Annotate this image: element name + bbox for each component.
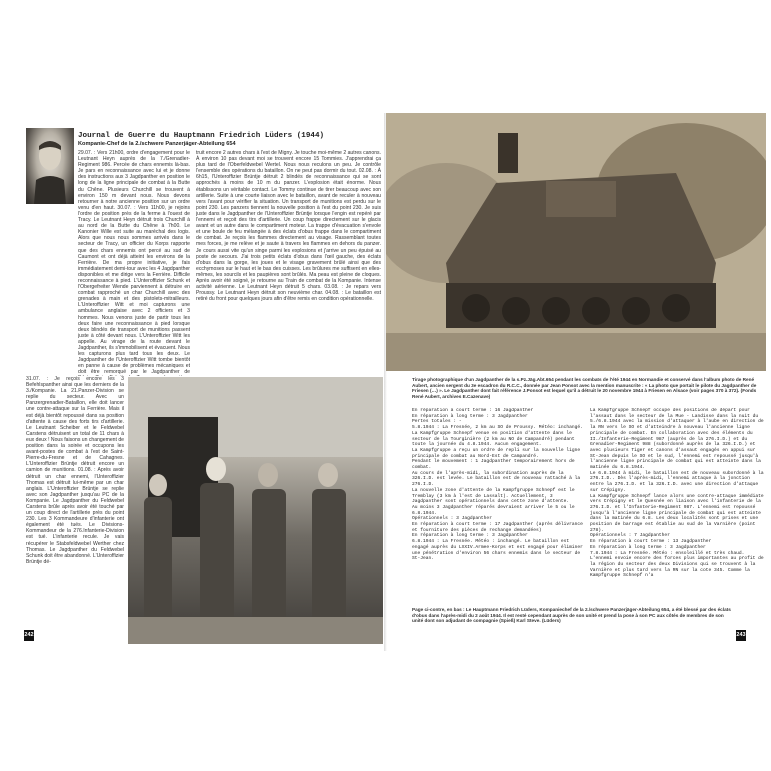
photo-caption-top: Tirage photographique d'un Jagdpanther de la s.Pz.Jäg.Abt.654 pendant les combats de l'été 1944 en Normandie et conservé dans l'album photo de René Aubert, ancien sergent du 3e escadron du R.C.C., donnée par Jean Ponsot avec la mention manuscrite : « La photo que portait le pilote du Jagdpanther de Friesen (…) ». Le Jagdpanther dont fait référence J.Ponsot est lequel qu'il a détruit le 20 novembre 1944 à Friesen en Alsace (voir pages 370 à 372). (Fonds René Aubert, archives E.Cazenave) (412, 377, 757, 399)
page-number-right: 243 (736, 630, 746, 641)
war-diary-typed-column-2: La Kampfgruppe Schnepf occupe des positions de départ pour l'assaut dans le secteur de la Mue - Landisse dans la nuit du 5./6.8.1944 avec la mission d'attaquer à l'aube en direction de la RN vers le SO et d'atteindre à nouveau l'ancienne ligne principale de combat. En collaboration avec des éléments du II./Infanterie-Regiment 987 (auprès de la 276.I.D.) et du Grenadier-Regiment 988 (subordonné auprès de la 326.I.D.) et avec plusieurs Tiger et canons d'assaut engagés en appui sur St-Jean depuis le SO et le sud, l'ennemi est repoussé jusqu'à l'ancienne ligne principale de combat qui est atteinte dans la matinée du 6.8.1944. Le 6.8.1944 à midi, le bataillon est de nouveau subordonné à la 276.I.D.. Dès l'après-midi, l'ennemi attaque à la jonction entre la 276.I.D. et la 326.I.D. avec une direction d'attaque sur Crépigny. La Kampfgruppe Schnepf lance alors une contre-attaque immédiate vers Crépigny et le Quesnée en liaison avec l'infanterie de la 276.I.D. et l'Infanterie-Regiment 987. L'ennemi est repoussé jusqu'à l'ancienne ligne principale de combat qui est atteinte dans la matinée du 6.8. Les deux localités sont prises et une position de barrage est établie au sud de la Varnière (point 278). Opérationnels : 7 Jagdpanther En réparation à court terme : 13 Jagdpanther En réparation à long terme : 3 Jagdpanther 7.8.1944 : La Fresnée. Météo : ensoleillé et très chaud. L'ennemi envoie encore des forces plus importantes au profit de la région du secteur des deux Divisions qui se trouvent à la Varnière et plus tard vers la RN sur la cote 345. Comme la Kampfgruppe Schnepf n'a (590, 408, 764, 579)
war-diary-typed-column-1: En réparation à court terme : 16 Jagdpanther En réparation à long terme : 3 Jagdpanther Pertes totales : - 5.8.1944 : La Fresnée, 2 km au SO de Proussy. Météo: inchangé. La Kampfgruppe Schnepf venue en position d'attente dans le secteur de la Tourginière (2 km au NO de Campandré) pendant toute la journée du 4.8.1944. Aucun engagement. La Kampfgruppe a reçu un ordre de repli sur la nouvelle ligne principale de combat au Nord-Est de Campandré. Pendant le mouvement : 1 Jagdpanther temporairement hors de combat. Au cours de l'après-midi, la subordination auprès de la 326.I.D. est levée. Le bataillon est de nouveau rattaché à la 276.I.D. La nouvelle zone d'attente de la Kampfgruppe Schnepf est le Tremblay (3 km à l'est de Lassalt). Actuellement, 3 Jagdpanther sont opérationnels dans cette zone d'attente. Au moins 3 Jagdpanther réparés devraient arriver le 5 ou le 6.8.1944. Opérationnels : 3 Jagdpanther En réparation à court terme : 17 Jagdpanther (après délivrance et fourniture des pièces de rechange demandées) En réparation à long terme : 3 Jagdpanther 6.8.1944 : La Fresnée. Météo : inchangé. Le bataillon est engagé auprès du LXXIV.Armee-Korps et est engagé pour éliminer une pénétration d'environ 56 chars ennemis dans le secteur de St-Jean. (412, 408, 583, 562)
page-number-left: 242 (24, 630, 34, 641)
portrait-photo-luders (26, 128, 74, 204)
journal-column-1: 29.07. : Vers 21h00, ordre d'engagement pour le Leutnant Heyn auprès de la 7./Grenadier-Regiment 986. Percée de chars ennemis là-bas. Je pars en reconnaissance avec lui et je donne des instructions aux 3 Jagdpanther en position le long de la ligne principale de combat à la Butte du Chêne. Plusieurs Churchill se trouvent à environ 150 m devant nous. Nous devons retourner à notre ancienne position sur un ordre venu d'en haut. 30.07. : Vers 11h00, je rejoins l'ordre de position près de la ferme à l'ouest de Tracy. Le Leutnant Heyn détruit trois Churchill à au nord de la Butte du Chêne à 7h00. Le Kanonier Wille est suite au maréchal des logis. Alors que nous nous sommes arrivés dans le secteur de Tracy, un officier du Korps rapporte que des chars ennemis ont percé au sud de Caumont et ont déjà atteint les environs de la Ferrière. De ma propre initiative, je fais immédiatement demi-tour avec les 4 Jagdpanther disponibles et me dirige vers la Ferrière. Difficile reconnaissance à pied. L'Unteroffizier Schunk et l'Obergefreiter Wende parviennent à détruire en combat rapproché un char Churchill avec des grenades à main et des pistolets-mitrailleurs. L'Unteroffizier Witt et moi capturons une ambulance anglaise avec 2 officiers et 3 hommes. Nous venons juste de partir tous les deux faire une reconnaissance à pied lorsque deux blindés de transport de munitions passent juste à côté devant nous. L'Unteroffizier Witt les appelle. Au virage de la route devant le Jagdpanther, ils s'immobilisent et évacuent. Nous les capturons plus tard tous les deux. Le Jagdpanther de l'Unteroffizier Witt tombe bientôt en panne à cause de problèmes mécaniques et doit être remorqué par le Jagdpanther de (78, 150, 190, 376)
journal-column-3: 31.07. : Je reçois encore les 3 Befehlspanther ainsi que les derniers de la 3./Kompanie. La 21.Panzer-Division se replie du secteur. Avec un Panzergrenadier-Bataillon, elle doit lancer une contre-attaque sur la Ferrière. Mais il est déjà bientôt repoussé dans sa position d'attente à cause des forts tirs d'artillerie. Le Leutnant Scheiber et le Feldwebel Carstens détruisent un total de 11 chars à eux deux ! Nous faisons un changement de position dans la soirée et occupons les avant-postes de combat à l'est de Saint-Pierre-du-Fresne et de Cahagnes. L'Unteroffizier Brüntje détruit encore un camion de munitions. 01.08. : Après avoir détruit un char ennemi, l'Unteroffizier Thomas est détruit lui-même par un char anglais. L'Unteroffizier Brüntje se replie avec son Jagdpanther jusqu'au PC de la Kompanie. Le Jagdpanther du Feldwebel Carstens brûle après avoir été touché par un coup direct de l'artillerie près du point 230. Les 3 Kommandeure d'infanterie ont également été tués. Le Divisions-Kommandeur de la 276.Infanterie-Division est tué. L'infanterie recule. Je vais récupérer le Stabsfeldwebel Werther chez Thomas. Le Jagdpanther du Feldwebel Schunk doit être abandonné. L'Unteroffizier Brüntje dé- (26, 376, 124, 565)
photo-caption-bottom: Page ci-contre, en bas : Le Hauptmann Friedrich Lüders, Kompaniechef de la 2./schwere Panzerjäger-Abteilung 654, a été blessé par des éclats d'obus dans l'après-midi du 2 août 1944. Il est resté cependant auprès de son unité et prend la pose à son PC aux côtés de membres de son unité dont son adjudant de compagnie (Spieß) Karl Steve. (Lüders) (412, 607, 731, 624)
journal-column-2: truit encore 2 autres chars à l'est de Migny. Je touche moi-même 2 autres canons. À environ 10 pas devant moi se trouvent encore 15 Tommies. J'apprendrai ça plus tard de l'Oberfeldwebel Wertel. Nous nous reculons un peu. Je contrôle l'ensemble des opérations du bataillon. On ne peut pas dormir du tout. 02.08. : À 6h15, l'Unteroffizier Brüntje détruit 2 blindés de reconnaissance qui se sont approchés à moins de 10 m du panzer. L'explosion était énorme. Nous établissons un véritable contact. Le Tommy continue de tirer beaucoup avec son artillerie. Suite à une courte liaison avec le bataillon, avant de reculer à nouveau vers l'avant pour vérifier la situation. Un transport de munitions est perdu sur le point 230. Les panzers tiennent la nouvelle position à l'est du point 230. Je suis juste dans le Jagdpanther de l'Unteroffizier Brüntje lorsque l'engin est repéré par l'ennemi et reçoit des tirs d'artillerie. Un coup frappe directement sur le glacis avant et un autre dans le compartiment moteur. La trappe d'évacuation s'envole et une boule de feu mélangée à des éclats d'obus frappe dans le compartiment de combat. Je reçois les flammes directement au visage. Rassemblant toutes mes forces, je me relève et je saute à travers les flammes en dehors du panzer. Je cours aussi vite qu'un singe parmi les explosions et j'arrive un peu épuisé au poste de secours. J'ai trois petits éclats d'obus dans l'œil gauche, des éclats d'obus dans la gorge, les joues et le visage gravement brûlé ainsi que des ecchymoses sur le haut et le bas des cuisses. Les brûlures me suffisent en elles-mêmes, les sourcils et les paupières sont brûlés. Ma peau est pleine de cloques. Après avoir été soigné, je retourne au Train de combat de la Kompanie. Intense activité aérienne. Le Leutnant Heyn détruit 5 chars. 03.08. : Je repars vers Proussy. Le Leutnant Heyn détruit son neuvième char. 04.08. : Le bataillon est retiré du front pour quelques jours afin d'être remis en condition opérationnelle. (196, 150, 381, 303)
journal-subtitle: Kompanie-Chef de la 2./schwere Panzerjäger-Abteilung 654 (78, 141, 236, 147)
jagdpanther-photo (386, 113, 766, 371)
group-photo-soldiers (128, 377, 383, 644)
journal-title: Journal de Guerre du Hauptmann Friedrich Lüders (1944) (78, 132, 325, 140)
